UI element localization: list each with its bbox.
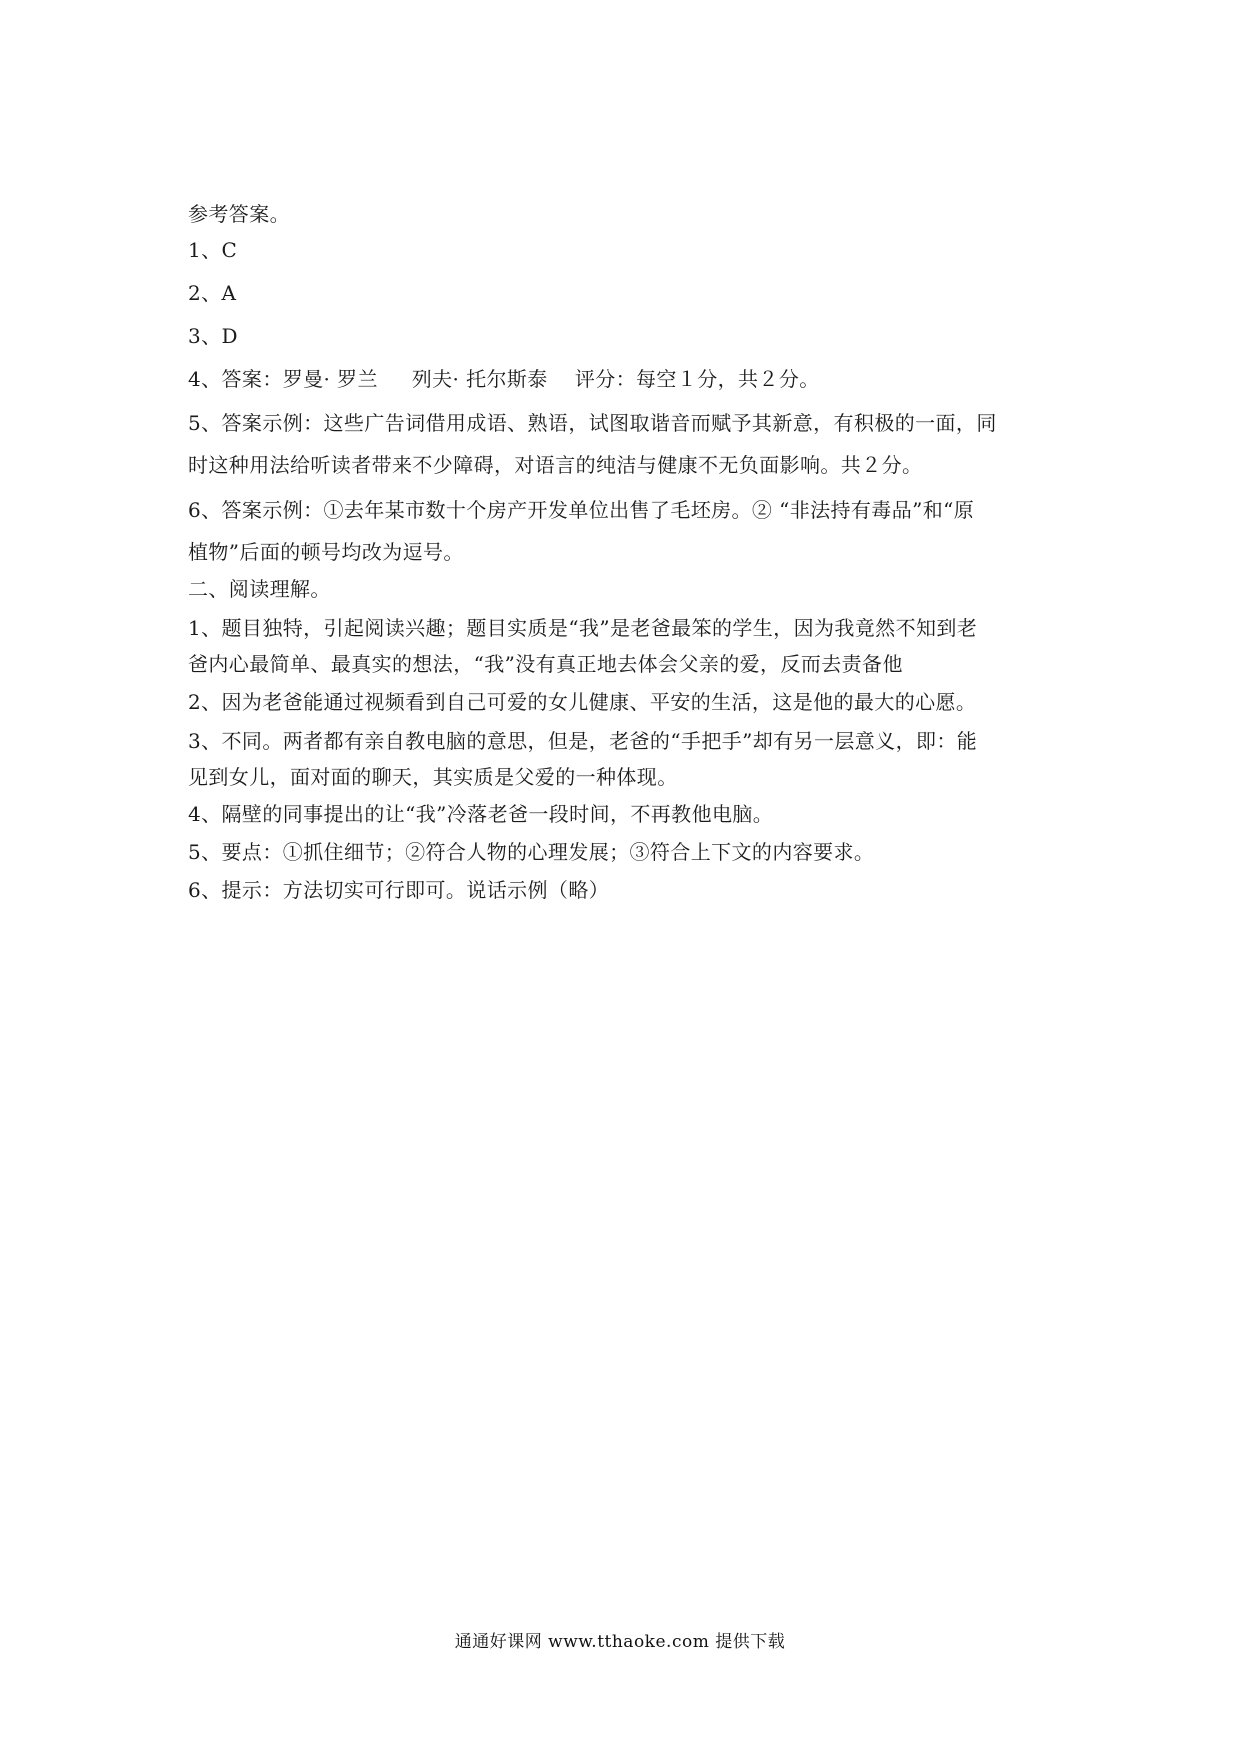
answer-item-4: 4、答案：罗曼· 罗兰 列夫· 托尔斯泰 评分：每空１分，共２分。 — [188, 367, 820, 391]
reading-item-1-line-2: 爸内心最简单、最真实的想法，“我”没有真正地去体会父亲的爱，反而去责备他 — [188, 652, 903, 676]
reading-item-3-line-1: 3、不同。两者都有亲自教电脑的意思，但是，老爸的“手把手”却有另一层意义，即：能 — [188, 729, 978, 753]
reading-item-2: 2、因为老爸能通过视频看到自己可爱的女儿健康、平安的生活，这是他的最大的心愿。 — [188, 690, 977, 714]
answer-item-6-line-1: 6、答案示例：①去年某市数十个房产开发单位出售了毛坯房。② “非法持有毒品”和“原 — [188, 498, 975, 522]
reading-item-1-line-1: 1、题目独特，引起阅读兴趣；题目实质是“我”是老爸最笨的学生，因为我竟然不知到老 — [188, 616, 978, 640]
reading-item-4: 4、隔壁的同事提出的让“我”冷落老爸一段时间，不再教他电脑。 — [188, 802, 774, 826]
answer-item-1: 1、C — [188, 238, 238, 262]
answer-item-5-line-2: 时这种用法给听读者带来不少障碍，对语言的纯洁与健康不无负面影响。共２分。 — [188, 453, 923, 477]
answer-heading: 参考答案。 — [188, 202, 290, 226]
reading-item-6: 6、提示：方法切实可行即可。说话示例（略） — [188, 878, 610, 902]
answer-item-6-line-2: 植物”后面的顿号均改为逗号。 — [188, 540, 464, 564]
reading-item-5: 5、要点：①抓住细节；②符合人物的心理发展；③符合上下文的内容要求。 — [188, 840, 875, 864]
footer-download-notice: 通通好课网 www.tthaoke.com 提供下载 — [454, 1632, 786, 1652]
answer-item-5-line-1: 5、答案示例：这些广告词借用成语、熟语，试图取谐音而赋予其新意，有积极的一面，同 — [188, 411, 997, 435]
reading-item-3-line-2: 见到女儿，面对面的聊天，其实质是父爱的一种体现。 — [188, 765, 678, 789]
answer-item-2: 2、A — [188, 281, 237, 305]
answer-item-3: 3、D — [188, 324, 238, 348]
section-2-title: 二、阅读理解。 — [188, 577, 331, 601]
